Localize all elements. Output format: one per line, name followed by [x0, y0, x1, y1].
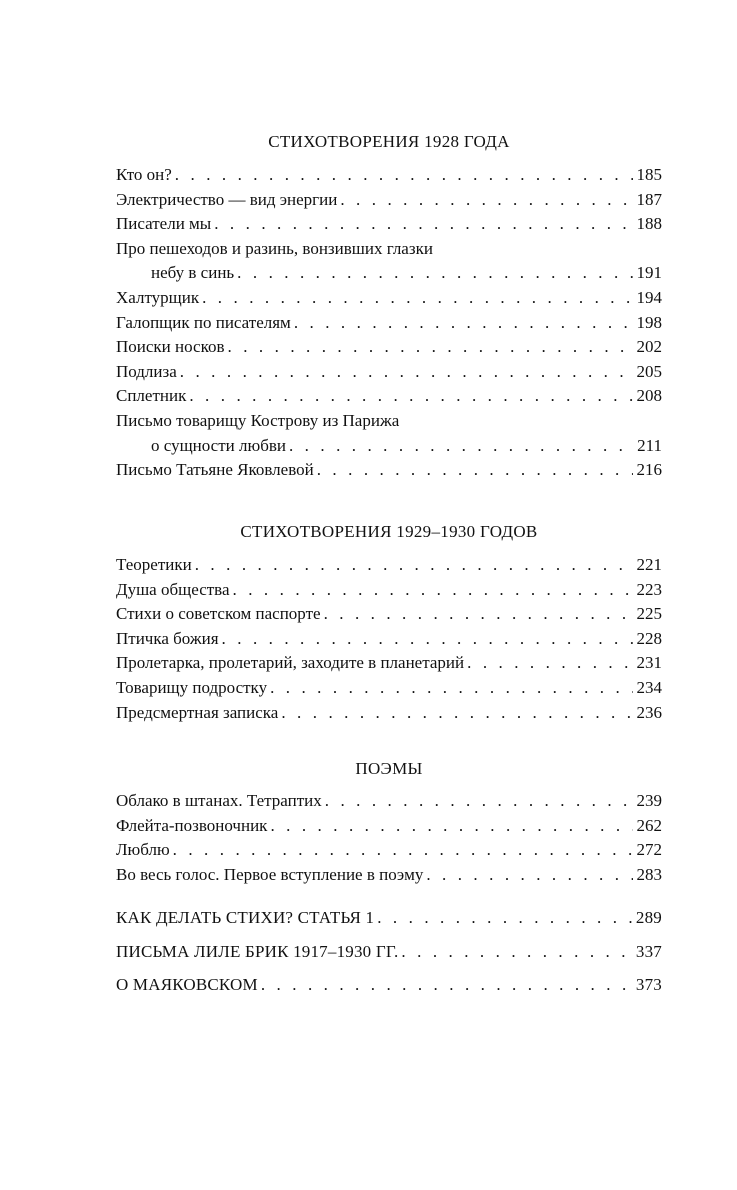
entry-page: 236 — [636, 702, 662, 722]
dot-leader — [270, 814, 632, 839]
entry-page: 234 — [636, 677, 662, 697]
dot-leader — [401, 940, 635, 965]
toc-entry — [116, 553, 662, 578]
entry-page: 188 — [636, 214, 662, 234]
entry-page: 283 — [636, 864, 662, 884]
entry-page: 228 — [636, 628, 662, 648]
dot-leader — [214, 212, 632, 237]
entry-title-line1: Про пешеходов и разинь, вонзивших глазки — [116, 238, 433, 258]
entry-title: Предсмертная записка — [116, 702, 279, 722]
dot-leader — [189, 384, 632, 409]
entry-page: 191 — [636, 263, 662, 283]
entry-page: 187 — [636, 189, 662, 209]
entry-title: Облако в штанах. Тетраптих — [116, 791, 322, 810]
entry-page: 205 — [636, 361, 662, 381]
entry-page: 337 — [635, 942, 662, 961]
toc-entry — [116, 286, 662, 311]
entry-page: 211 — [637, 435, 662, 455]
toc-entry — [116, 838, 662, 863]
entry-title: Халтурщик — [116, 287, 200, 307]
entry-title: ПИСЬМА ЛИЛЕ БРИК 1917–1930 ГГ. — [116, 942, 399, 961]
major-toc-entry — [116, 973, 662, 998]
section-heading: СТИХОТВОРЕНИЯ 1929–1930 ГОДОВ — [240, 522, 538, 541]
entry-title: Письмо Татьяне Яковлевой — [116, 460, 314, 480]
entry-page: 289 — [635, 908, 662, 927]
toc-list — [116, 789, 662, 887]
dot-leader — [317, 458, 633, 483]
toc-entry-multiline — [116, 237, 662, 286]
entry-page: 272 — [636, 840, 662, 860]
dot-leader — [261, 973, 636, 998]
dot-leader — [233, 578, 633, 603]
entry-title: Люблю — [116, 840, 170, 860]
toc-entry — [116, 163, 662, 188]
toc-entry — [116, 360, 662, 385]
entry-page: 223 — [636, 579, 662, 599]
toc-entry — [116, 863, 662, 888]
toc-entry — [116, 578, 662, 603]
toc-entry — [116, 627, 662, 652]
entry-title: Теоретики — [116, 555, 192, 574]
entry-page: 239 — [636, 791, 662, 810]
toc-entry — [116, 602, 662, 627]
entry-page: 198 — [636, 312, 662, 332]
entry-title: Птичка божия — [116, 628, 219, 648]
dot-leader — [426, 863, 632, 888]
dot-leader — [294, 311, 633, 336]
dot-leader — [202, 286, 632, 311]
dot-leader — [270, 676, 632, 701]
entry-page: 208 — [636, 386, 662, 406]
section-heading: СТИХОТВОРЕНИЯ 1928 ГОДА — [268, 132, 510, 151]
entry-page: 216 — [636, 460, 662, 480]
entry-page: 185 — [636, 165, 662, 184]
entry-title: Во весь голос. Первое вступление в поэму — [116, 864, 424, 884]
section-heading: ПОЭМЫ — [355, 759, 423, 778]
entry-page: 225 — [636, 604, 662, 624]
major-toc-entry — [116, 906, 662, 931]
dot-leader — [237, 261, 632, 286]
toc-entry — [116, 188, 662, 213]
toc-entry — [116, 335, 662, 360]
dot-leader — [175, 163, 633, 188]
entry-title: Поиски носков — [116, 337, 225, 357]
toc-entry — [116, 311, 662, 336]
entry-page: 221 — [636, 555, 662, 574]
entry-title: Товарищу подростку — [116, 677, 268, 697]
entry-page: 262 — [636, 815, 662, 835]
dot-leader — [325, 789, 633, 814]
toc-entry — [116, 701, 662, 726]
toc-list — [116, 163, 662, 483]
entry-title: Пролетарка, пролетарий, заходите в планетарий — [116, 653, 465, 673]
toc-entry — [116, 676, 662, 701]
dot-leader — [377, 906, 636, 931]
dot-leader — [195, 553, 633, 578]
dot-leader — [289, 434, 633, 459]
dot-leader — [281, 701, 632, 726]
dot-leader — [180, 360, 633, 385]
toc-entry — [116, 789, 662, 814]
dot-leader — [173, 838, 633, 863]
entry-title-line2: небу в синь — [151, 263, 235, 283]
dot-leader — [222, 627, 633, 652]
toc-entry — [116, 458, 662, 483]
toc-entry-multiline — [116, 409, 662, 458]
major-toc-entry — [116, 940, 662, 965]
entry-page: 194 — [636, 287, 662, 307]
toc-list — [116, 553, 662, 725]
entry-title: Кто он? — [116, 165, 172, 184]
dot-leader — [467, 651, 632, 676]
entry-page: 202 — [636, 337, 662, 357]
entry-title-line1: Письмо товарищу Кострову из Парижа — [116, 410, 400, 430]
toc-entry — [116, 651, 662, 676]
entry-title: Душа общества — [116, 579, 230, 599]
dot-leader — [340, 188, 632, 213]
entry-page: 231 — [636, 653, 662, 673]
entry-title: О МАЯКОВСКОМ — [116, 975, 258, 994]
entry-page: 373 — [635, 975, 662, 994]
entry-title: Флейта-позвоночник — [116, 815, 268, 835]
entry-title: Писатели мы — [116, 214, 212, 234]
dot-leader — [228, 335, 633, 360]
dot-leader — [324, 602, 633, 627]
toc-entry — [116, 212, 662, 237]
entry-title: Подлиза — [116, 361, 177, 381]
toc-entry — [116, 384, 662, 409]
entry-title: Сплетник — [116, 386, 187, 406]
entry-title-line2: о сущности любви — [151, 435, 286, 455]
toc-entry — [116, 814, 662, 839]
entry-title: Электричество — вид энергии — [116, 189, 338, 209]
entry-title: КАК ДЕЛАТЬ СТИХИ? СТАТЬЯ 1 — [116, 908, 375, 927]
entry-title: Стихи о советском паспорте — [116, 604, 321, 624]
entry-title: Галопщик по писателям — [116, 312, 291, 332]
